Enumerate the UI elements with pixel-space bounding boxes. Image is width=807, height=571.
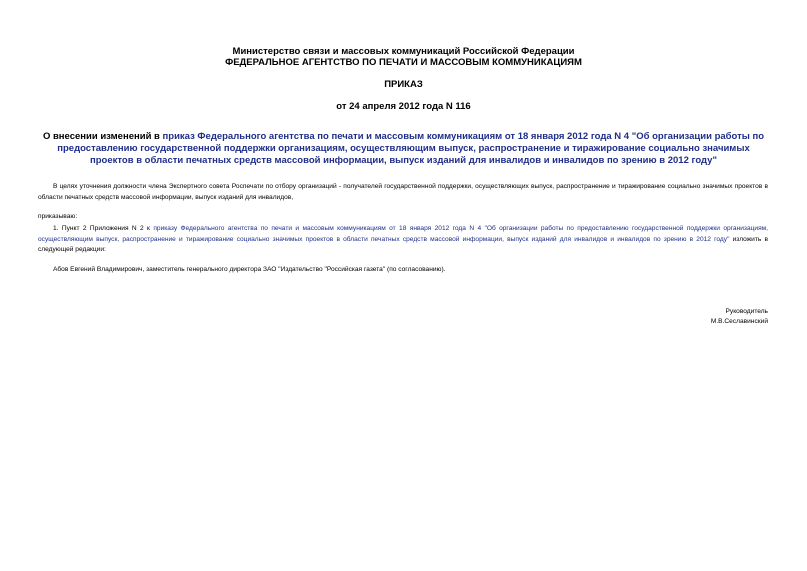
item-1-prefix: 1. Пункт 2 Приложения N 2 к [53,225,154,232]
ministry-name: Министерство связи и массовых коммуникаций Российской Федерации [232,46,575,57]
document-type: ПРИКАЗ [384,79,423,90]
title-reference-link[interactable]: приказ Федерального агентства по печати и массовым коммуникациям от 18 января 2012 года N 4 "Об организации работы по предоставлению государственной поддержки организациям, осуществляющим выпуск, распространение и тиражирование социально значимых проектов в области печатных средств массовой информации, выпуск изданий для инвалидов и инвалидов по зрению в 2012 году" [57,131,765,166]
item-1-reference-link[interactable]: приказу Федерального агентства по печати и массовым коммуникациям от 18 января 2012 года N 4 "Об организации работы по предоставлению государственной поддержки организациям, осуществляющим выпуск, распространение и тиражирование социально значимых проектов в области печатных средств массовой информации, выпуск изданий для инвалидов и инвалидов по зрению в 2012 году" [38,225,769,243]
document-date-number: от 24 апреля 2012 года N 116 [336,101,471,112]
intro-paragraph: В целях уточнения должности члена Экспертного совета Роспечати по отбору организаций - получателей государственной поддержки, осуществляющих выпуск, распространение и тиражирование социально значимых проектов в области печатных средств массовой информации, выпуск изданий для инвалидов, [38,183,768,201]
title-prefix: О внесении изменений в [42,131,163,142]
item-1-suffix: изложить в следующей редакции: [38,235,768,253]
signature-name: М.В.Сеславинский [710,318,768,325]
document-title [38,131,769,167]
item-1-paragraph [38,224,768,256]
amended-text: Абов Евгений Владимирович, заместитель генерального директора ЗАО "Издательство "Российская газета" (по согласованию). [53,266,446,273]
order-word: приказываю: [38,213,78,220]
signature-position: Руководитель [725,308,768,315]
agency-name: ФЕДЕРАЛЬНОЕ АГЕНТСТВО ПО ПЕЧАТИ И МАССОВЫМ КОММУНИКАЦИЯМ [225,57,582,68]
